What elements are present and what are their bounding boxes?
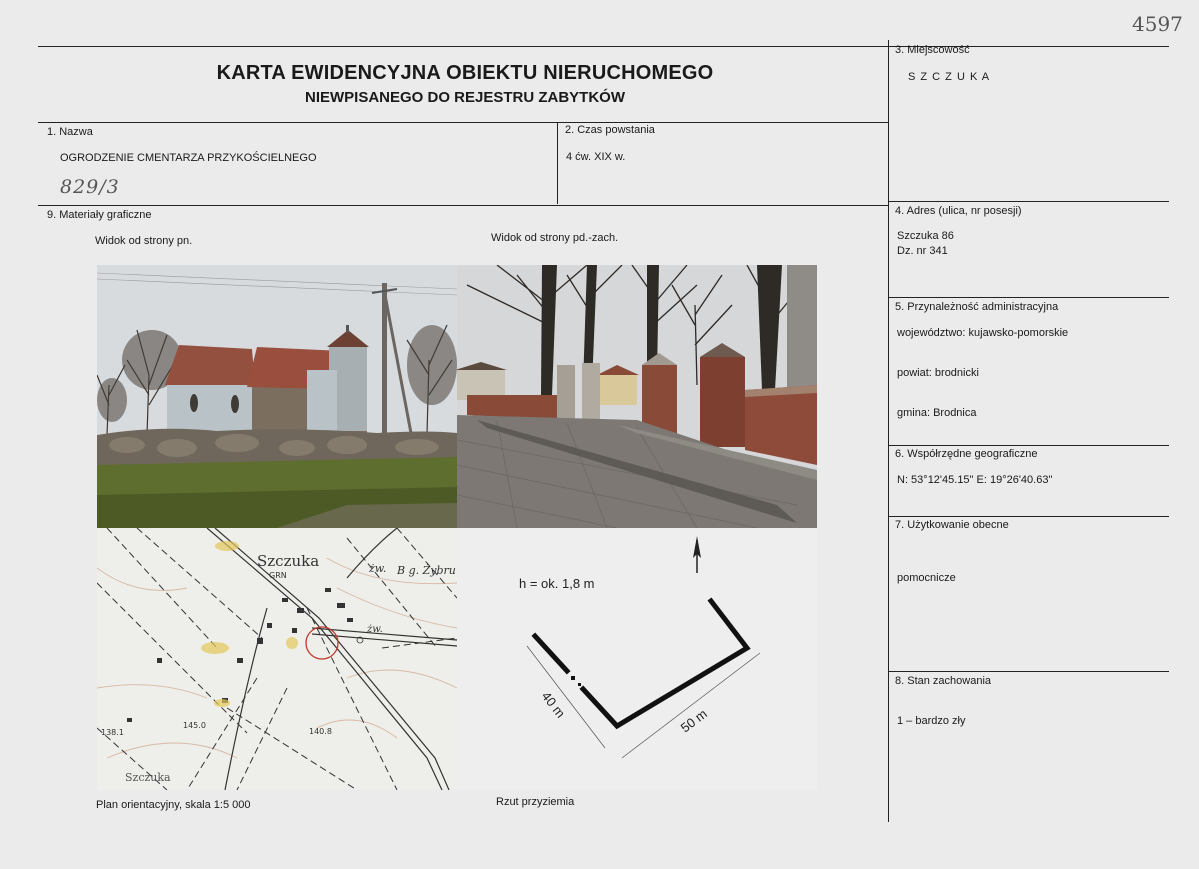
field-3-label: 3. Miejscowość	[895, 44, 970, 56]
county-value: powiat: brodnicki	[897, 367, 979, 379]
map-height-3: 140.8	[309, 727, 332, 736]
field-1-value: OGRODZENIE CMENTARZA PRZYKOŚCIELNEGO	[60, 152, 317, 164]
ground-plan	[457, 528, 817, 790]
coordinates-value: N: 53°12'45.15" E: 19°26'40.63"	[897, 474, 1053, 486]
right-column-divider	[888, 40, 889, 822]
photo-church-north	[97, 265, 457, 528]
plan-dim-50: 50 m	[677, 706, 710, 736]
field-2-value: 4 ćw. XIX w.	[566, 151, 626, 163]
condition-value: 1 – bardzo zły	[897, 715, 966, 727]
corner-number: 4597	[1132, 12, 1183, 36]
rule-5	[888, 297, 1169, 298]
field-9-label: 9. Materiały graficzne	[47, 209, 152, 221]
map-bottom-label: Szczuka	[125, 771, 171, 784]
field-3-value: S Z C Z U K A	[908, 71, 991, 83]
photo-2-caption: Widok od strony pd.-zach.	[491, 232, 619, 244]
rule-6	[888, 445, 1169, 446]
map-grn-label: GRN	[269, 571, 287, 580]
orientation-map	[97, 528, 457, 790]
map-zw-label-1: żw.	[369, 562, 387, 575]
field-6-label: 6. Współrzędne geograficzne	[895, 448, 1038, 460]
map-place-label: Szczuka	[257, 552, 320, 570]
field-2-label: 2. Czas powstania	[565, 124, 655, 136]
voivodeship-value: województwo: kujawsko-pomorskie	[897, 327, 1069, 339]
top-rule	[38, 46, 1169, 47]
field-4-label: 4. Adres (ulica, nr posesji)	[895, 205, 1022, 217]
rule-8	[888, 671, 1169, 672]
handwritten-code: 829/3	[60, 176, 120, 198]
map-height-2: 145.0	[183, 721, 206, 730]
plan-height-label: h = ok. 1,8 m	[519, 576, 595, 591]
commune-value: gmina: Brodnica	[897, 407, 977, 419]
field-8-label: 8. Stan zachowania	[895, 675, 992, 687]
page-subtitle: NIEWPISANEGO DO REJESTRU ZABYTKÓW	[304, 89, 626, 106]
title-bottom-rule	[38, 122, 888, 123]
name-time-divider	[557, 122, 558, 204]
field-7-label: 7. Użytkowanie obecne	[895, 519, 1009, 531]
usage-value: pomocnicze	[897, 572, 956, 584]
photo-fence-southwest	[457, 265, 817, 528]
address-line-2: Dz. nr 341	[897, 245, 948, 257]
map-caption: Plan orientacyjny, skala 1:5 000	[96, 799, 251, 811]
map-zybru-label: B g. Żybru	[397, 564, 456, 577]
section-9-rule	[38, 205, 888, 206]
rule-7	[888, 516, 1169, 517]
address-line-1: Szczuka 86	[897, 230, 954, 242]
field-5-label: 5. Przynależność administracyjna	[895, 301, 1059, 313]
map-zw-label-2: żw.	[367, 624, 383, 635]
map-height-1: 138.1	[101, 728, 124, 737]
photo-1-caption: Widok od strony pn.	[95, 235, 193, 247]
plan-dim-40: 40 m	[538, 688, 569, 721]
field-1-label: 1. Nazwa	[47, 126, 93, 138]
plan-caption: Rzut przyziemia	[496, 796, 575, 808]
rule-4	[888, 201, 1169, 202]
page-title: KARTA EWIDENCYJNA OBIEKTU NIERUCHOMEGO	[216, 62, 714, 84]
